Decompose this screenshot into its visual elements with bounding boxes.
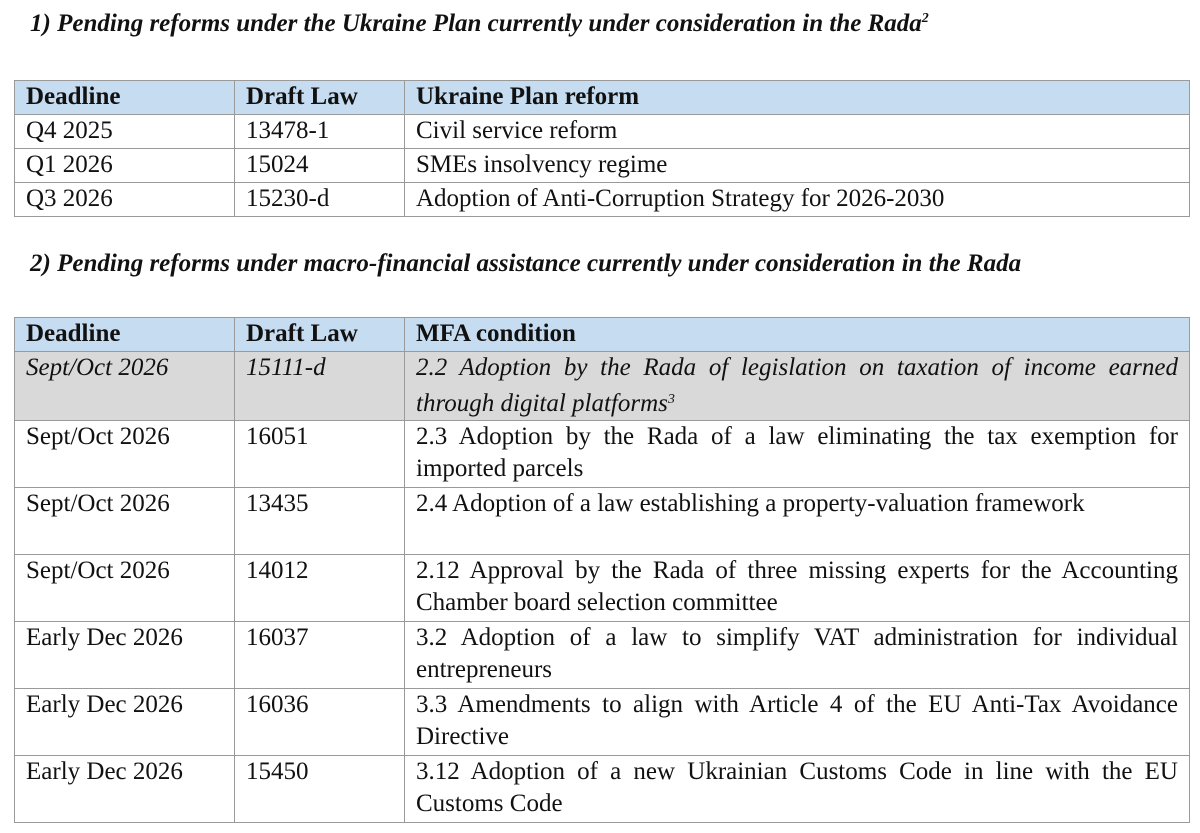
draft-law-cell: 13478-1	[235, 115, 405, 149]
condition-cell: 2.3 Adoption by the Rada of a law eliminating the tax exemption for imported parcels	[405, 421, 1190, 488]
draft-law-cell: 15450	[235, 756, 405, 823]
table-row	[15, 488, 1190, 555]
condition-cell: 2.12 Approval by the Rada of three missing experts for the Accounting Chamber board selection committee	[405, 555, 1190, 622]
condition-cell: 3.12 Adoption of a new Ukrainian Customs Code in line with the EU Customs Code	[405, 756, 1190, 823]
reform-cell: SMEs insolvency regime	[405, 149, 1190, 183]
condition-cell: 3.2 Adoption of a law to simplify VAT administration for individual entrepreneurs	[405, 622, 1190, 689]
table-row	[15, 756, 1190, 823]
column-header: Deadline	[15, 81, 235, 115]
draft-law-cell: 15111-d	[235, 352, 405, 421]
section-2-heading: 2) Pending reforms under macro-financial assistance currently under consideration in the Rada	[30, 250, 1022, 277]
deadline-cell: Q1 2026	[15, 149, 235, 183]
footnote-marker: 3	[667, 392, 675, 407]
draft-law-cell: 13435	[235, 488, 405, 555]
table-header-row	[15, 318, 1190, 352]
reform-cell: Civil service reform	[405, 115, 1190, 149]
condition-cell: 3.3 Amendments to align with Article 4 of the EU Anti-Tax Avoidance Directive	[405, 689, 1190, 756]
column-header: Deadline	[15, 318, 235, 352]
column-header: MFA condition	[405, 318, 1190, 352]
table-row-highlighted	[15, 352, 1190, 421]
draft-law-cell: 15024	[235, 149, 405, 183]
section-1-heading-text: 1) Pending reforms under the Ukraine Plan currently under consideration in the Rada	[30, 10, 922, 37]
draft-law-cell: 16037	[235, 622, 405, 689]
table-row	[15, 622, 1190, 689]
table-row	[15, 689, 1190, 756]
table-row	[15, 183, 1190, 217]
deadline-cell: Sept/Oct 2026	[15, 352, 235, 421]
mfa-conditions-table	[14, 317, 1190, 823]
draft-law-cell: 15230-d	[235, 183, 405, 217]
deadline-cell: Sept/Oct 2026	[15, 488, 235, 555]
column-header: Draft Law	[235, 81, 405, 115]
footnote-marker: 2	[921, 11, 929, 26]
table-row	[15, 555, 1190, 622]
condition-cell	[405, 352, 1190, 421]
reform-cell: Adoption of Anti-Corruption Strategy for 2026-2030	[405, 183, 1190, 217]
deadline-cell: Sept/Oct 2026	[15, 555, 235, 622]
deadline-cell: Sept/Oct 2026	[15, 421, 235, 488]
column-header: Draft Law	[235, 318, 405, 352]
ukraine-plan-table	[14, 80, 1190, 217]
condition-text: 2.2 Adoption by the Rada of legislation on taxation of income earned through digital platforms	[416, 354, 1178, 417]
table-header-row	[15, 81, 1190, 115]
condition-cell: 2.4 Adoption of a law establishing a property-valuation framework	[405, 488, 1190, 555]
table-row	[15, 421, 1190, 488]
table-row	[15, 149, 1190, 183]
table-row	[15, 115, 1190, 149]
column-header: Ukraine Plan reform	[405, 81, 1190, 115]
deadline-cell: Q4 2025	[15, 115, 235, 149]
draft-law-cell: 16036	[235, 689, 405, 756]
section-1-heading	[30, 10, 929, 38]
deadline-cell: Q3 2026	[15, 183, 235, 217]
deadline-cell: Early Dec 2026	[15, 689, 235, 756]
draft-law-cell: 16051	[235, 421, 405, 488]
deadline-cell: Early Dec 2026	[15, 622, 235, 689]
deadline-cell: Early Dec 2026	[15, 756, 235, 823]
draft-law-cell: 14012	[235, 555, 405, 622]
